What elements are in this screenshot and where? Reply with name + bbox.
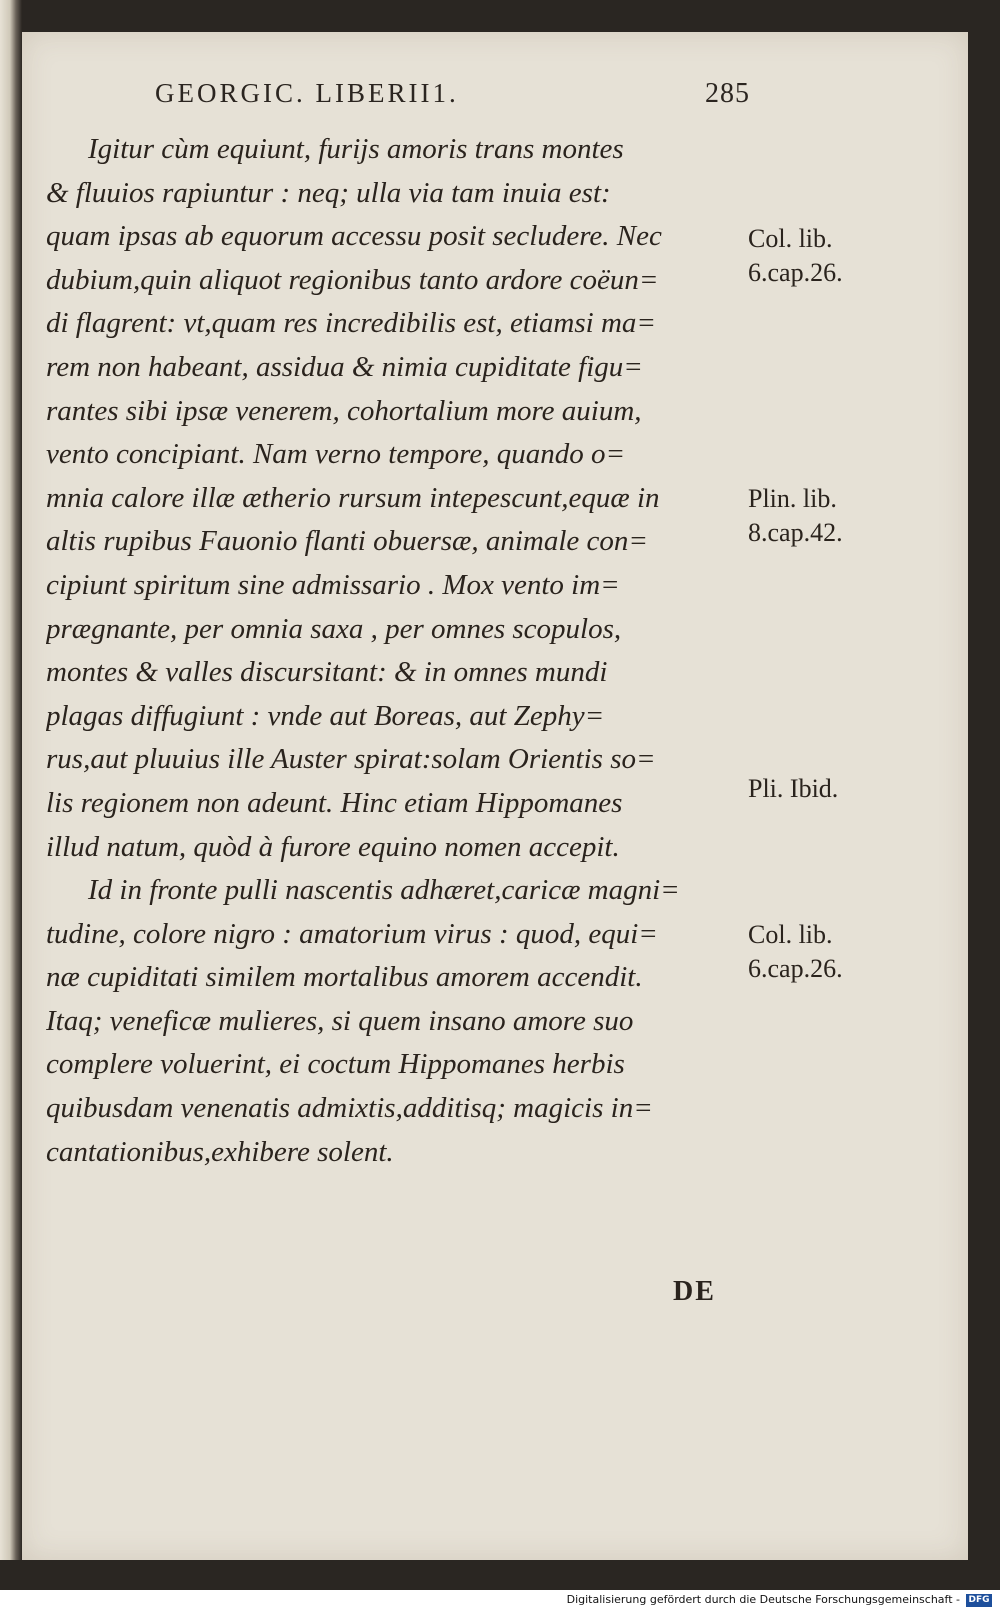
text-line: di flagrent: vt,quam res incredibilis est, etiamsi ma= (46, 307, 656, 340)
dfg-logo: DFG (966, 1594, 992, 1607)
text-line: cipiunt spiritum sine admissario . Mox vento im= (46, 568, 620, 601)
digitization-footer (0, 1590, 1000, 1611)
text-line: cantationibus,exhibere solent. (46, 1135, 394, 1168)
text-line: prægnante, per omnia saxa , per omnes scopulos, (46, 612, 622, 645)
running-header (155, 78, 775, 118)
text-line: quam ipsas ab equorum accessu posit secludere. Nec (46, 220, 662, 253)
book-spine-edge (0, 0, 22, 1590)
margin-note-line: 6.cap.26. (748, 258, 843, 287)
catchword: DE (673, 1276, 716, 1307)
text-line: tudine, colore nigro : amatorium virus : quod, equi= (46, 917, 658, 950)
text-line: illud natum, quòd à furore equino nomen accepit. (46, 830, 620, 863)
text-line: montes & valles discursitant: & in omnes mundi (46, 656, 608, 689)
margin-note-line: 8.cap.42. (748, 518, 843, 547)
margin-note (748, 482, 888, 550)
text-line: complere voluerint, ei coctum Hippomanes herbis (46, 1048, 625, 1081)
text-line: næ cupiditati similem mortalibus amorem accendit. (46, 961, 643, 994)
running-title: GEORGIC. LIBERII1. (155, 78, 459, 108)
margin-note (748, 918, 888, 986)
margin-note-line: 6.cap.26. (748, 954, 843, 983)
text-line: vento concipiant. Nam verno tempore, quando o= (46, 438, 626, 471)
margin-note (748, 222, 888, 290)
margin-note (748, 772, 888, 806)
text-line: mnia calore illæ ætherio rursum intepescunt,equæ in (46, 481, 660, 514)
text-line: plagas diffugiunt : vnde aut Boreas, aut Zephy= (46, 699, 605, 732)
margin-note-line: Pli. Ibid. (748, 774, 839, 803)
margin-note-line: Col. lib. (748, 920, 833, 949)
text-line: & fluuios rapiuntur : neq; ulla via tam inuia est: (46, 176, 611, 209)
body-text (46, 128, 746, 1174)
footer-credit: Digitalisierung gefördert durch die Deutsche Forschungsgemeinschaft - (566, 1593, 960, 1606)
text-line: altis rupibus Fauonio flanti obuersæ, animale con= (46, 525, 648, 558)
text-line: Id in fronte pulli nascentis adhæret,caricæ magni= (88, 874, 680, 907)
scan-bottom-edge (0, 1560, 1000, 1590)
text-line: lis regionem non adeunt. Hinc etiam Hippomanes (46, 786, 623, 819)
text-line: Itaq; veneficæ mulieres, si quem insano amore suo (46, 1004, 634, 1037)
text-line: dubium,quin aliquot regionibus tanto ardore coëun= (46, 263, 659, 296)
text-line: quibusdam venenatis admixtis,additisq; magicis in= (46, 1092, 653, 1125)
margin-note-line: Plin. lib. (748, 484, 837, 513)
margin-note-line: Col. lib. (748, 224, 833, 253)
text-line: rantes sibi ipsæ venerem, cohortalium more auium, (46, 394, 642, 427)
page-number: 285 (705, 78, 750, 109)
text-line: Igitur cùm equiunt, furijs amoris trans montes (88, 133, 624, 165)
text-line: rus,aut pluuius ille Auster spirat:solam Orientis so= (46, 743, 656, 776)
text-line: rem non habeant, assidua & nimia cupiditate figu= (46, 350, 643, 383)
